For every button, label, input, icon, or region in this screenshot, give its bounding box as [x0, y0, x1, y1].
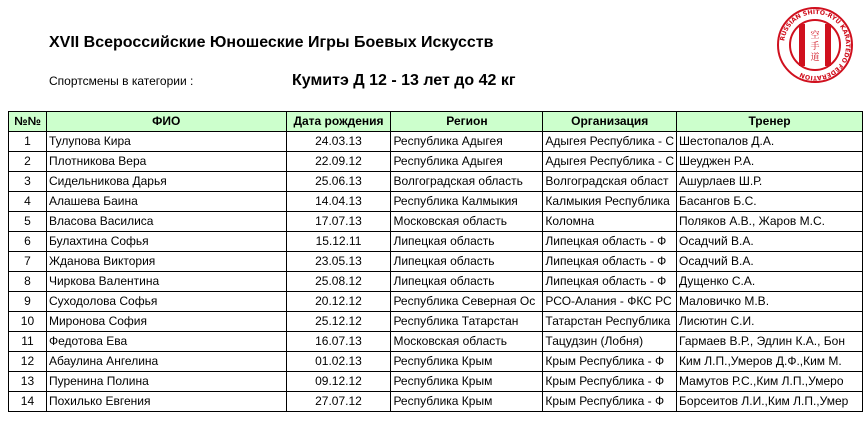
region: Липецкая область [391, 272, 543, 292]
athlete-name: Власова Василиса [46, 212, 286, 232]
organization: Адыгея Республика - С [543, 132, 677, 152]
table-row [9, 272, 863, 292]
coach: Ким Л.П.,Умеров Д.Ф.,Ким М. [677, 352, 863, 372]
coach: Басангов Б.С. [677, 192, 863, 212]
coach: Маловичко М.В. [677, 292, 863, 312]
table-row [9, 312, 863, 332]
coach: Дущенко С.А. [677, 272, 863, 292]
coach: Осадчий В.А. [677, 252, 863, 272]
coach: Ашурлаев Ш.Р. [677, 172, 863, 192]
region: Республика Адыгея [391, 132, 543, 152]
organization: Липецкая область - Ф [543, 232, 677, 252]
coach: Борсеитов Л.И.,Ким Л.П.,Умер [677, 392, 863, 412]
table-row [9, 392, 863, 412]
organization: Коломна [543, 212, 677, 232]
birth-date: 25.08.12 [286, 272, 391, 292]
organization: Тацудзин (Лобня) [543, 332, 677, 352]
row-number: 5 [9, 212, 47, 232]
coach: Мамутов Р.С.,Ким Л.П.,Умеро [677, 372, 863, 392]
col-header-organization: Организация [543, 112, 677, 132]
birth-date: 09.12.12 [286, 372, 391, 392]
region: Московская область [391, 332, 543, 352]
birth-date: 17.07.13 [286, 212, 391, 232]
row-number: 14 [9, 392, 47, 412]
page-title: XVII Всероссийские Юношеские Игры Боевых Искусств [49, 34, 494, 51]
table-row [9, 152, 863, 172]
col-header-coach: Тренер [677, 112, 863, 132]
region: Волгоградская область [391, 172, 543, 192]
row-number: 3 [9, 172, 47, 192]
athlete-name: Сидельникова Дарья [46, 172, 286, 192]
coach: Шестопалов Д.А. [677, 132, 863, 152]
table-row [9, 192, 863, 212]
col-header-dob: Дата рождения [286, 112, 391, 132]
organization: Крым Республика - Ф [543, 352, 677, 372]
birth-date: 25.06.13 [286, 172, 391, 192]
athlete-name: Похилько Евгения [46, 392, 286, 412]
svg-text:手: 手 [810, 42, 820, 52]
athlete-name: Жданова Виктория [46, 252, 286, 272]
athlete-name: Миронова София [46, 312, 286, 332]
athlete-name: Федотова Ева [46, 332, 286, 352]
birth-date: 01.02.13 [286, 352, 391, 372]
row-number: 11 [9, 332, 47, 352]
table-row [9, 212, 863, 232]
organization: Крым Республика - Ф [543, 392, 677, 412]
table-row [9, 292, 863, 312]
svg-text:RUSSIAN SHITO-RYU KARATEDO FED: RUSSIAN SHITO-RYU KARATEDO FEDERATION [779, 8, 852, 82]
birth-date: 24.03.13 [286, 132, 391, 152]
birth-date: 14.04.13 [286, 192, 391, 212]
table-row [9, 372, 863, 392]
table-header-row [9, 112, 863, 132]
organization: РСО-Алания - ФКС РС [543, 292, 677, 312]
row-number: 4 [9, 192, 47, 212]
region: Липецкая область [391, 232, 543, 252]
athlete-name: Чиркова Валентина [46, 272, 286, 292]
athlete-name: Тулупова Кира [46, 132, 286, 152]
region: Республика Адыгея [391, 152, 543, 172]
coach: Шеуджен Р.А. [677, 152, 863, 172]
row-number: 1 [9, 132, 47, 152]
birth-date: 22.09.12 [286, 152, 391, 172]
table-row [9, 132, 863, 152]
federation-logo [776, 6, 854, 84]
region: Московская область [391, 212, 543, 232]
athlete-name: Плотникова Вера [46, 152, 286, 172]
athlete-name: Алашева Баина [46, 192, 286, 212]
organization: Адыгея Республика - С [543, 152, 677, 172]
athletes-table [8, 111, 863, 412]
row-number: 2 [9, 152, 47, 172]
coach: Поляков А.В., Жаров М.С. [677, 212, 863, 232]
organization: Волгоградская област [543, 172, 677, 192]
col-header-name: ФИО [46, 112, 286, 132]
category-label: Спортсмены в категории : [49, 74, 194, 88]
row-number: 6 [9, 232, 47, 252]
row-number: 9 [9, 292, 47, 312]
athlete-name: Булахтина Софья [46, 232, 286, 252]
organization: Татарстан Республика [543, 312, 677, 332]
category-value: Кумитэ Д 12 - 13 лет до 42 кг [292, 72, 516, 89]
birth-date: 15.12.11 [286, 232, 391, 252]
row-number: 10 [9, 312, 47, 332]
table-row [9, 352, 863, 372]
region: Республика Татарстан [391, 312, 543, 332]
birth-date: 20.12.12 [286, 292, 391, 312]
birth-date: 16.07.13 [286, 332, 391, 352]
svg-text:空: 空 [810, 31, 820, 41]
coach: Осадчий В.А. [677, 232, 863, 252]
birth-date: 23.05.13 [286, 252, 391, 272]
athlete-name: Суходолова Софья [46, 292, 286, 312]
svg-text:道: 道 [810, 53, 820, 63]
row-number: 7 [9, 252, 47, 272]
region: Республика Калмыкия [391, 192, 543, 212]
coach: Гармаев В.Р., Эдлин К.А., Бон [677, 332, 863, 352]
region: Республика Северная Ос [391, 292, 543, 312]
organization: Крым Республика - Ф [543, 372, 677, 392]
organization: Калмыкия Республика [543, 192, 677, 212]
region: Липецкая область [391, 252, 543, 272]
athlete-name: Пуренина Полина [46, 372, 286, 392]
organization: Липецкая область - Ф [543, 272, 677, 292]
col-header-region: Регион [391, 112, 543, 132]
table-row [9, 172, 863, 192]
region: Республика Крым [391, 392, 543, 412]
region: Республика Крым [391, 372, 543, 392]
row-number: 8 [9, 272, 47, 292]
table-row [9, 252, 863, 272]
region: Республика Крым [391, 352, 543, 372]
row-number: 12 [9, 352, 47, 372]
organization: Липецкая область - Ф [543, 252, 677, 272]
table-row [9, 332, 863, 352]
athlete-name: Абаулина Ангелина [46, 352, 286, 372]
birth-date: 27.07.12 [286, 392, 391, 412]
table-row [9, 232, 863, 252]
coach: Лисютин С.И. [677, 312, 863, 332]
col-header-number: №№ [9, 112, 47, 132]
row-number: 13 [9, 372, 47, 392]
birth-date: 25.12.12 [286, 312, 391, 332]
